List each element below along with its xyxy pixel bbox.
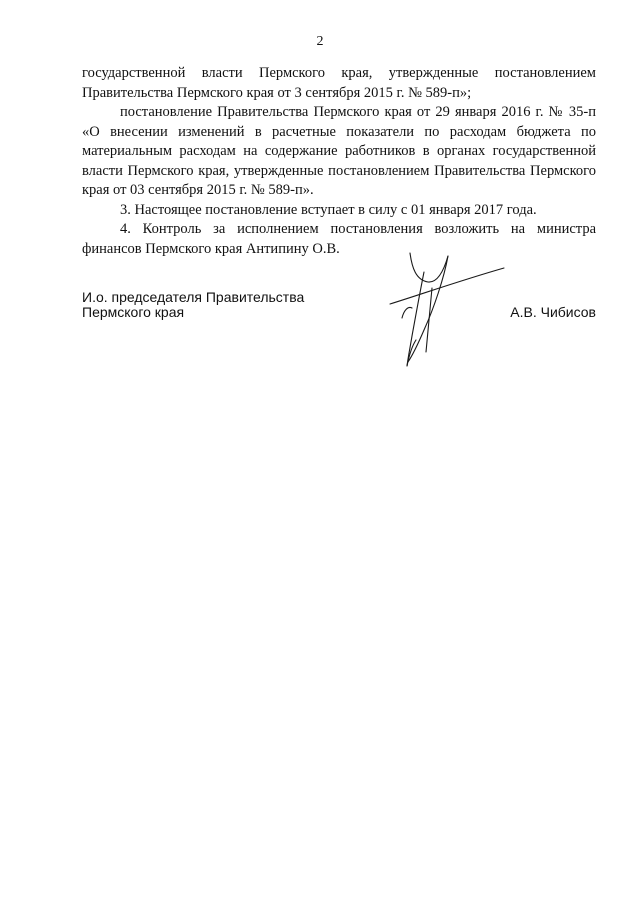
signer-title <box>82 290 304 320</box>
paragraph-1: государственной власти Пермского края, утвержденные постановлением Правительства Пермского края от 3 сентября 2015 г. № 589-п»; <box>82 65 596 101</box>
signer-title-line-1: И.о. председателя Правительства <box>82 289 305 305</box>
page-number: 2 <box>316 34 324 49</box>
signature-block <box>82 290 596 380</box>
paragraph-3: 3. Настоящее постановление вступает в силу с 01 января 2017 года. <box>120 201 537 218</box>
signer-title-line-2: Пермского края <box>82 304 185 320</box>
document-body <box>82 64 596 259</box>
paragraph-2: постановление Правительства Пермского края от 29 января 2016 г. № 35-п «О внесении изменений в расчетные показатели по расходам бюджета по материальным расходам на содержание работников в органах государственной власти Пермского края, утвержденные постановлением Правительства Пермского края от 03 сентября 2015 г. № 589-п». <box>82 104 596 198</box>
signer-name: А.В. Чибисов <box>510 304 596 320</box>
handwritten-signature-icon <box>382 248 512 378</box>
paragraph-4: 4. Контроль за исполнением постановления возложить на министра финансов Пермского края Антипину О.В. <box>82 221 596 257</box>
